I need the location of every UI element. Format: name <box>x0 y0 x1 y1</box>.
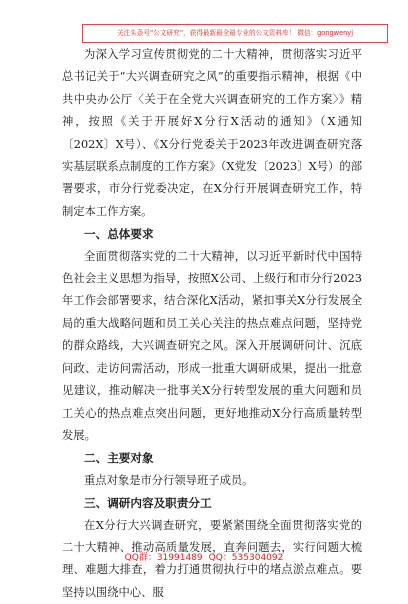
section-body-general-requirements: 全面贯彻落实党的二十大精神，以习近平新时代中国特色社会主义思想为指导，按照X公司、上级行和市分行2023年工作会部署要求，结合深化X活动，紧扣事关X分行发展全局的重大战略问题和员工关心关注的热点难点问题，坚持党的群众路线，大兴调查研究之风。深入开展调研问计、沉底问政、走访问需活动，形成一批重大调研成果，提出一批意见建议，推动解决一批事关X分行转型发展的重大问题和员工关心的热点难点突出问题，更好地推动X分行高质量转型发展。 <box>62 249 362 442</box>
section-body-research-content: 在X分行大兴调查研究，要紧紧围绕全面贯彻落实党的二十大精神、推动高质量发展，直奔问题去，实行问题大梳理、难题大排查，着力打通贯彻执行中的堵点淤点难点。要坚持以围绕中心、服 <box>62 518 362 599</box>
section-heading-main-targets: 二、主要对象 <box>84 451 154 466</box>
section-body-main-targets: 重点对象是市分行领导班子成员。 <box>84 473 254 487</box>
footer-qq-group: QQ群：31991489 <box>124 553 203 563</box>
footer-qq: QQ：535304092 <box>208 553 284 563</box>
header-banner: 关注头条号“公文研究”，获得最新最全最专业的公文资料库！ 微信：gongwenyj <box>82 24 388 43</box>
footer-contact <box>0 550 408 563</box>
intro-paragraph: 为深入学习宣传贯彻党的二十大精神，贯彻落实习近平总书记关于“大兴调查研究之风”的重要指示精神，根据《中共中央办公厅〈关于在全党大兴调查研究的工作方案〉》精神，按照《关于开展好X分行X活动的通知》（X通知〔202X〕X号）、《X分行党委关于2023年改进调查研究落实基层联系点制度的工作方案》（X党发〔2023〕X号）的部署要求，市分行党委决定，在X分行开展调查研究工作，特制定本工作方案。 <box>62 48 362 218</box>
section-heading-general-requirements: 一、总体要求 <box>84 227 154 242</box>
document-body <box>62 44 362 604</box>
section-heading-research-content: 三、调研内容及职责分工 <box>84 496 212 511</box>
